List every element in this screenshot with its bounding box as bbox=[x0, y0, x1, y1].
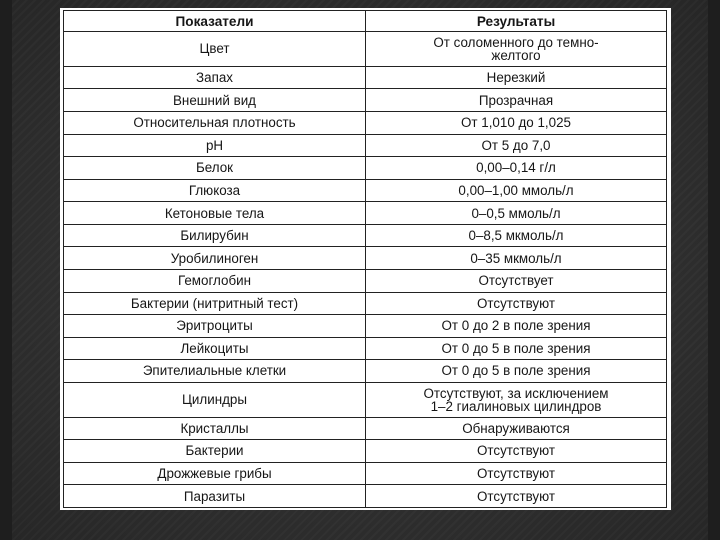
table-row bbox=[64, 134, 667, 157]
table-row bbox=[64, 89, 667, 112]
result-cell: 0,00–1,00 ммоль/л bbox=[366, 179, 667, 202]
table-row bbox=[64, 360, 667, 383]
table-row bbox=[64, 112, 667, 135]
table-row bbox=[64, 179, 667, 202]
table-row bbox=[64, 202, 667, 225]
table-body bbox=[64, 32, 667, 508]
result-cell: От 1,010 до 1,025 bbox=[366, 112, 667, 135]
table-row bbox=[64, 157, 667, 180]
parameter-cell: Паразиты bbox=[64, 485, 366, 508]
table-row bbox=[64, 66, 667, 89]
table-row bbox=[64, 485, 667, 508]
parameter-cell: Запах bbox=[64, 66, 366, 89]
result-cell: 0,00–0,14 г/л bbox=[366, 157, 667, 180]
table-row bbox=[64, 462, 667, 485]
parameter-cell: Цвет bbox=[64, 32, 366, 67]
parameter-cell: Цилиндры bbox=[64, 382, 366, 417]
parameter-cell: Бактерии bbox=[64, 440, 366, 463]
parameter-cell: Кристаллы bbox=[64, 417, 366, 440]
parameter-cell: Бактерии (нитритный тест) bbox=[64, 292, 366, 315]
parameter-cell: Билирубин bbox=[64, 224, 366, 247]
urine-analysis-table bbox=[63, 10, 667, 508]
result-cell: Отсутствуют bbox=[366, 462, 667, 485]
header-result: Результаты bbox=[366, 11, 667, 32]
result-cell: Нерезкий bbox=[366, 66, 667, 89]
result-cell: Отсутствует bbox=[366, 269, 667, 292]
parameter-cell: Эритроциты bbox=[64, 315, 366, 338]
table-row bbox=[64, 417, 667, 440]
slide-edge-right bbox=[708, 0, 720, 540]
table-row bbox=[64, 382, 667, 417]
slide-edge-left bbox=[0, 0, 12, 540]
result-cell: 0–0,5 ммоль/л bbox=[366, 202, 667, 225]
table-row bbox=[64, 32, 667, 67]
result-cell: От 0 до 5 в поле зрения bbox=[366, 360, 667, 383]
parameter-cell: Внешний вид bbox=[64, 89, 366, 112]
parameter-cell: Глюкоза bbox=[64, 179, 366, 202]
result-cell: От 5 до 7,0 bbox=[366, 134, 667, 157]
result-cell: Отсутствуют bbox=[366, 292, 667, 315]
table-header-row bbox=[64, 11, 667, 32]
parameter-cell: Эпителиальные клетки bbox=[64, 360, 366, 383]
table-row bbox=[64, 224, 667, 247]
table-row bbox=[64, 247, 667, 270]
result-text: Отсутствуют, за исключением 1–2 гиалиновых цилиндров bbox=[423, 385, 609, 414]
result-cell: Обнаруживаются bbox=[366, 417, 667, 440]
header-parameter: Показатели bbox=[64, 11, 366, 32]
result-text: От соломенного до темно- желтого bbox=[433, 34, 599, 63]
table-row bbox=[64, 292, 667, 315]
result-cell: Прозрачная bbox=[366, 89, 667, 112]
result-cell: От 0 до 5 в поле зрения bbox=[366, 337, 667, 360]
result-cell: Отсутствуют bbox=[366, 440, 667, 463]
result-cell: 0–35 мкмоль/л bbox=[366, 247, 667, 270]
parameter-cell: Уробилиноген bbox=[64, 247, 366, 270]
table-row bbox=[64, 440, 667, 463]
parameter-cell: Относительная плотность bbox=[64, 112, 366, 135]
table-frame bbox=[60, 8, 671, 510]
parameter-cell: Белок bbox=[64, 157, 366, 180]
parameter-cell: Лейкоциты bbox=[64, 337, 366, 360]
result-cell bbox=[366, 382, 667, 417]
parameter-cell: Кетоновые тела bbox=[64, 202, 366, 225]
parameter-cell: Гемоглобин bbox=[64, 269, 366, 292]
result-cell bbox=[366, 32, 667, 67]
table-row bbox=[64, 337, 667, 360]
table-row bbox=[64, 269, 667, 292]
result-cell: 0–8,5 мкмоль/л bbox=[366, 224, 667, 247]
parameter-cell: pH bbox=[64, 134, 366, 157]
result-cell: Отсутствуют bbox=[366, 485, 667, 508]
table-row bbox=[64, 315, 667, 338]
result-cell: От 0 до 2 в поле зрения bbox=[366, 315, 667, 338]
parameter-cell: Дрожжевые грибы bbox=[64, 462, 366, 485]
